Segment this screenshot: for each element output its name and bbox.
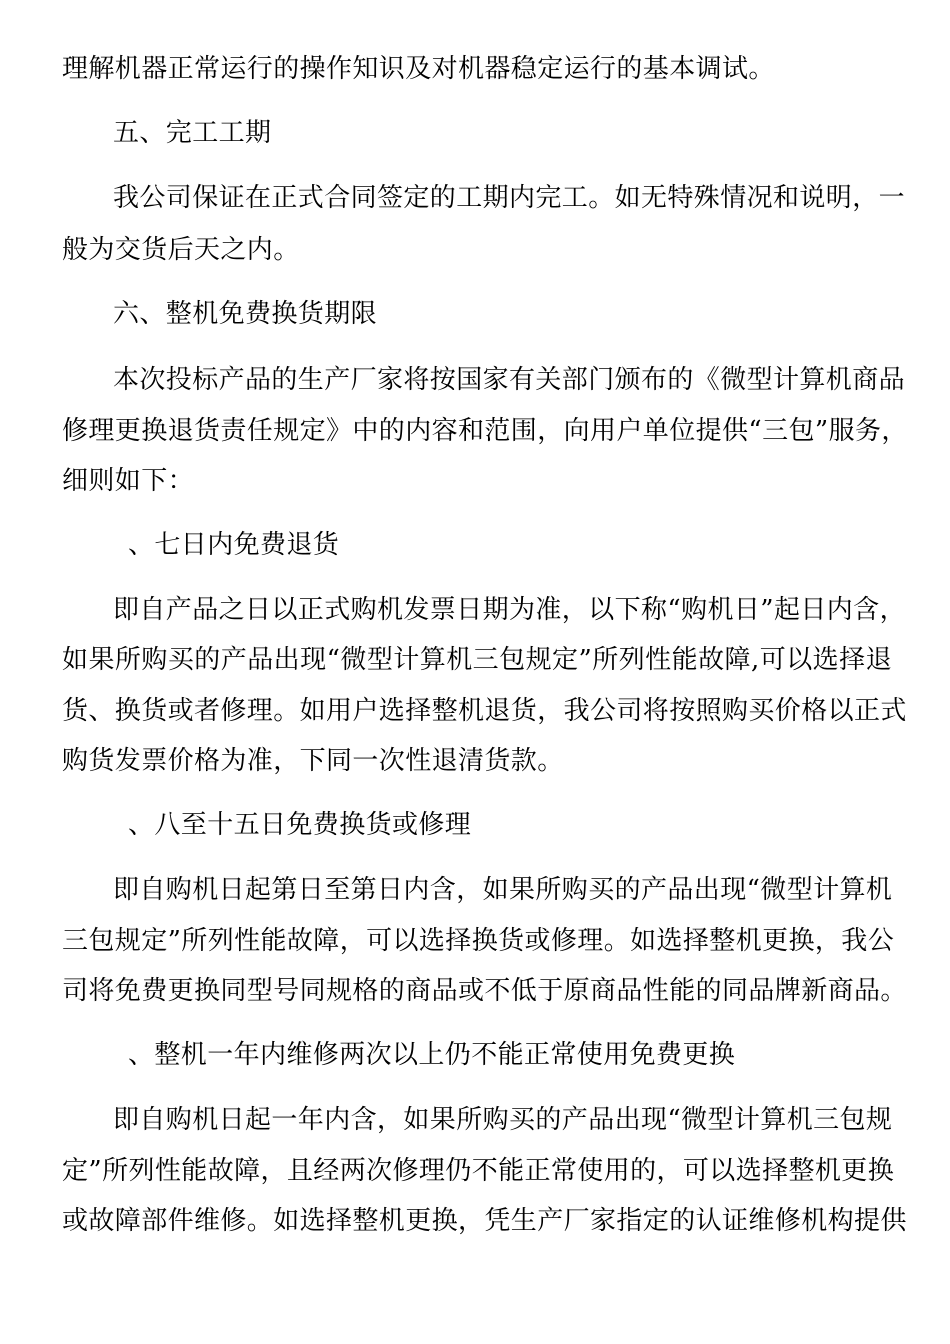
paragraph-line: 司将免费更换同型号同规格的商品或不低于原商品性能的同品牌新商品。 bbox=[62, 976, 907, 1006]
subsection-heading-seven-days: 、七日内免费退货 bbox=[128, 530, 340, 560]
paragraph-line: 我公司保证在正式合同签定的工期内完工。如无特殊情况和说明，一 bbox=[113, 183, 906, 213]
paragraph-line: 本次投标产品的生产厂家将按国家有关部门颁布的《微型计算机商品 bbox=[113, 365, 906, 395]
paragraph-line: 即自购机日起一年内含，如果所购买的产品出现“微型计算机三包规 bbox=[113, 1105, 893, 1135]
subsection-heading-one-year-replacement: 、整机一年内维修两次以上仍不能正常使用免费更换 bbox=[128, 1040, 736, 1070]
paragraph-line: 即自产品之日以正式购机发票日期为准，以下称“购机日”起日内含， bbox=[113, 595, 906, 625]
paragraph-line: 定”所列性能故障，且经两次修理仍不能正常使用的，可以选择整机更换 bbox=[62, 1156, 895, 1186]
paragraph-line: 如果所购买的产品出现“微型计算机三包规定”所列性能故障,可以选择退 bbox=[62, 645, 892, 675]
section-heading-completion-period: 五、完工工期 bbox=[113, 118, 272, 148]
paragraph-line: 购货发票价格为准，下同一次性退清货款。 bbox=[62, 746, 564, 776]
paragraph-line: 即自购机日起第日至第日内含，如果所购买的产品出现“微型计算机 bbox=[113, 875, 893, 905]
paragraph-line: 货、换货或者修理。如用户选择整机退货，我公司将按照购买价格以正式 bbox=[62, 696, 907, 726]
paragraph-line: 细则如下： bbox=[62, 466, 195, 496]
paragraph-line: 三包规定”所列性能故障，可以选择换货或修理。如选择整机更换，我公 bbox=[62, 926, 895, 956]
paragraph-line: 般为交货后天之内。 bbox=[62, 235, 300, 265]
paragraph-line: 修理更换退货责任规定》中的内容和范围，向用户单位提供“三包”服务， bbox=[62, 416, 908, 446]
paragraph-line: 理解机器正常运行的操作知识及对机器稳定运行的基本调试。 bbox=[62, 54, 775, 84]
section-heading-replacement-period: 六、整机免费换货期限 bbox=[113, 299, 378, 329]
paragraph-line: 或故障部件维修。如选择整机更换，凭生产厂家指定的认证维修机构提供 bbox=[62, 1206, 907, 1236]
subsection-heading-eight-to-fifteen-days: 、八至十五日免费换货或修理 bbox=[128, 810, 472, 840]
